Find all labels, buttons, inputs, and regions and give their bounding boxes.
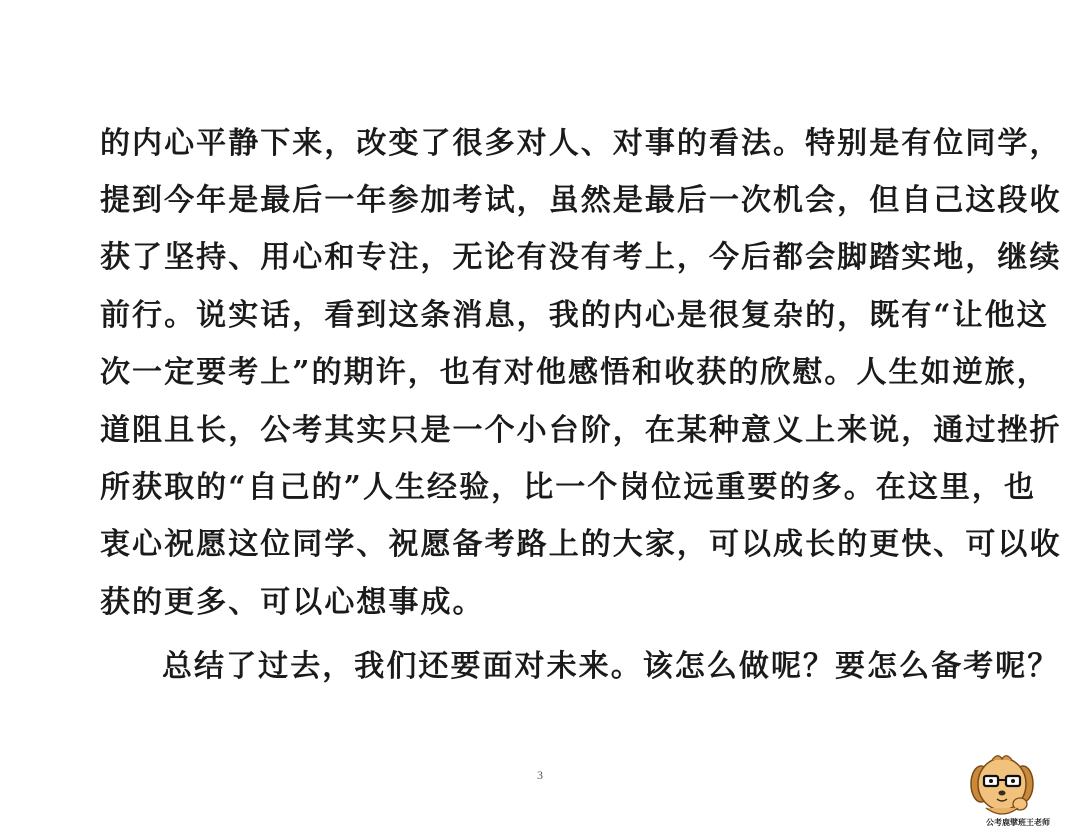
watermark-logo <box>964 750 1072 830</box>
body-text-line: 获了坚持、用心和专注，无论有没有考上，今后都会脚踏实地，继续 <box>100 240 1062 275</box>
body-text-line: 前行。说实话，看到这条消息，我的内心是很复杂的，既有“让他这 <box>100 298 1049 333</box>
watermark-label: 公考鹿擘班王老师 <box>986 818 1050 827</box>
body-text-line: 获的更多、可以心想事成。 <box>100 585 485 620</box>
body-text-line: 次一定要考上”的期许，也有对他感悟和收获的欣慰。人生如逆旅， <box>100 355 1049 390</box>
body-text-line: 的内心平静下来，改变了很多对人、对事的看法。特别是有位同学， <box>100 126 1062 161</box>
body-text-line: 道阻且长，公考其实只是一个小台阶，在某种意义上来说，通过挫折 <box>100 413 1062 448</box>
cartoon-dog-with-glasses-icon <box>964 750 1072 820</box>
body-text-line: 所获取的“自己的”人生经验，比一个岗位远重要的多。在这里，也 <box>100 470 1037 505</box>
body-text-line: 提到今年是最后一年参加考试，虽然是最后一次机会，但自己这段收 <box>100 183 1062 218</box>
page-number: 3 <box>537 768 543 782</box>
body-text-line: 衷心祝愿这位同学、祝愿备考路上的大家，可以成长的更快、可以收 <box>100 527 1062 562</box>
closing-paragraph: 总结了过去，我们还要面对未来。该怎么做呢？要怎么备考呢？ <box>162 649 1060 684</box>
